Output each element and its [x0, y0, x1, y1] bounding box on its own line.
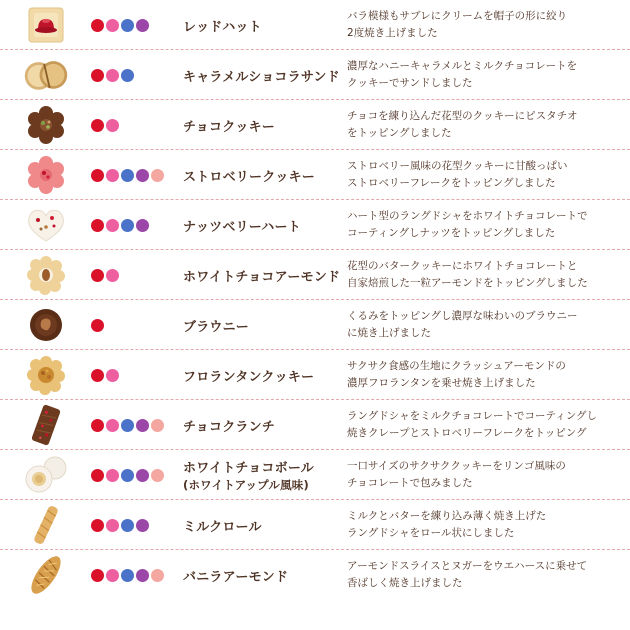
- dot-blue: [121, 569, 134, 582]
- product-description: ストロベリー風味の花型クッキーに甘酸っぱい ストロベリーフレークをトッピングしました: [347, 160, 568, 189]
- allergen-dots: [91, 250, 119, 300]
- product-description: ラングドシャをミルクチョコレートでコーティングし 焼きクレープとストロベリーフレークをトッピング: [347, 410, 598, 439]
- product-name: ストロベリークッキー: [183, 169, 316, 185]
- allergen-dots: [91, 150, 164, 200]
- list-item: [0, 550, 630, 600]
- list-item: [0, 250, 630, 300]
- list-item: [0, 150, 630, 200]
- dot-purple: [136, 19, 149, 32]
- dot-blue: [121, 69, 134, 82]
- dot-red: [91, 119, 104, 132]
- dot-pink: [106, 69, 119, 82]
- dot-red: [91, 19, 104, 32]
- allergen-dots: [91, 0, 149, 50]
- vanilla-almond-icon: [22, 555, 70, 595]
- allergen-dots: [91, 200, 149, 250]
- product-name: ミルクロール: [183, 519, 262, 535]
- product-name: キャラメルショコラサンド: [183, 69, 340, 85]
- caramel-chocolat-sandwich-icon: [22, 55, 70, 95]
- dot-red: [91, 269, 104, 282]
- dot-red: [91, 219, 104, 232]
- product-name: フロランタンクッキー: [183, 369, 315, 385]
- dot-blue: [121, 519, 134, 532]
- product-description: くるみをトッピングし濃厚な味わいのブラウニー に焼き上げました: [347, 310, 578, 339]
- dot-purple: [136, 469, 149, 482]
- dot-blue: [121, 219, 134, 232]
- dot-peach: [151, 169, 164, 182]
- dot-peach: [151, 569, 164, 582]
- product-name: レッドハット: [183, 19, 262, 35]
- dot-pink: [106, 419, 119, 432]
- chocolate-crunch-icon: [22, 405, 70, 445]
- florentine-cookie-icon: [22, 355, 70, 395]
- allergen-dots: [91, 450, 164, 500]
- dot-pink: [106, 569, 119, 582]
- allergen-dots: [91, 350, 119, 400]
- dot-red: [91, 569, 104, 582]
- dot-pink: [106, 169, 119, 182]
- product-subname: (ホワイトアップル風味): [183, 478, 309, 492]
- dot-red: [91, 419, 104, 432]
- dot-blue: [121, 419, 134, 432]
- milk-roll-icon: [22, 505, 70, 545]
- dot-pink: [106, 519, 119, 532]
- list-item: [0, 0, 630, 50]
- product-name: ブラウニー: [183, 319, 250, 335]
- allergen-dots: [91, 400, 164, 450]
- product-name: バニラアーモンド: [183, 569, 289, 585]
- dot-purple: [136, 519, 149, 532]
- product-name: チョコクッキー: [183, 119, 276, 135]
- list-item: [0, 450, 630, 500]
- dot-blue: [121, 469, 134, 482]
- dot-purple: [136, 219, 149, 232]
- product-description: チョコを練り込んだ花型のクッキーにピスタチオ をトッピングしました: [347, 110, 578, 139]
- nuts-berry-heart-icon: [22, 205, 70, 245]
- brownie-icon: [22, 305, 70, 345]
- dot-blue: [121, 19, 134, 32]
- product-description: 花型のバタークッキーにホワイトチョコレートと 自家焙煎した一粒アーモンドをトッピングしました: [347, 260, 588, 289]
- list-item: [0, 200, 630, 250]
- allergen-dots: [91, 550, 164, 600]
- product-description: サクサク食感の生地にクラッシュアーモンドの 濃厚フロランタンを乗せ焼き上げました: [347, 360, 566, 389]
- product-description: 濃厚なハニーキャラメルとミルクチョコレートを クッキーでサンドしました: [347, 60, 578, 89]
- dot-pink: [106, 19, 119, 32]
- list-item: [0, 350, 630, 400]
- red-hat-cookie-icon: [22, 5, 70, 45]
- product-description: ハート型のラングドシャをホワイトチョコレートで コーティングしナッツをトッピングしました: [347, 210, 588, 239]
- chocolate-cookie-icon: [22, 105, 70, 145]
- strawberry-cookie-icon: [22, 155, 70, 195]
- dot-red: [91, 69, 104, 82]
- dot-red: [91, 319, 104, 332]
- dot-pink: [106, 369, 119, 382]
- list-item: [0, 500, 630, 550]
- dot-purple: [136, 419, 149, 432]
- dot-pink: [106, 219, 119, 232]
- list-item: [0, 100, 630, 150]
- product-name: ホワイトチョコアーモンド: [183, 269, 341, 285]
- dot-peach: [151, 469, 164, 482]
- white-chocolate-ball-icon: [22, 455, 70, 495]
- white-chocolate-almond-icon: [22, 255, 70, 295]
- dot-purple: [136, 569, 149, 582]
- list-item: [0, 400, 630, 450]
- allergen-dots: [91, 300, 104, 350]
- product-description: 一口サイズのサクサククッキーをリンゴ風味の チョコレートで包みました: [347, 460, 566, 489]
- dot-red: [91, 469, 104, 482]
- dot-blue: [121, 169, 134, 182]
- allergen-dots: [91, 500, 149, 550]
- dot-purple: [136, 169, 149, 182]
- allergen-dots: [91, 100, 119, 150]
- dot-peach: [151, 419, 164, 432]
- list-item: [0, 50, 630, 100]
- dot-red: [91, 369, 104, 382]
- dot-red: [91, 169, 104, 182]
- list-item: [0, 300, 630, 350]
- dot-pink: [106, 469, 119, 482]
- dot-pink: [106, 269, 119, 282]
- product-description: バラ模様もサブレにクリームを帽子の形に絞り 2度焼き上げました: [347, 10, 568, 39]
- product-description: ミルクとバターを練り込み薄く焼き上げた ラングドシャをロール状にしました: [347, 510, 547, 539]
- product-description: アーモンドスライスとヌガーをウエハースに乗せて 香ばしく焼き上げました: [347, 560, 588, 589]
- product-name: ホワイトチョコボール (ホワイトアップル風味): [183, 461, 314, 492]
- dot-pink: [106, 119, 119, 132]
- product-name: ナッツベリーハート: [183, 219, 301, 235]
- allergen-dots: [91, 50, 134, 100]
- dot-red: [91, 519, 104, 532]
- product-name: チョコクランチ: [183, 419, 276, 435]
